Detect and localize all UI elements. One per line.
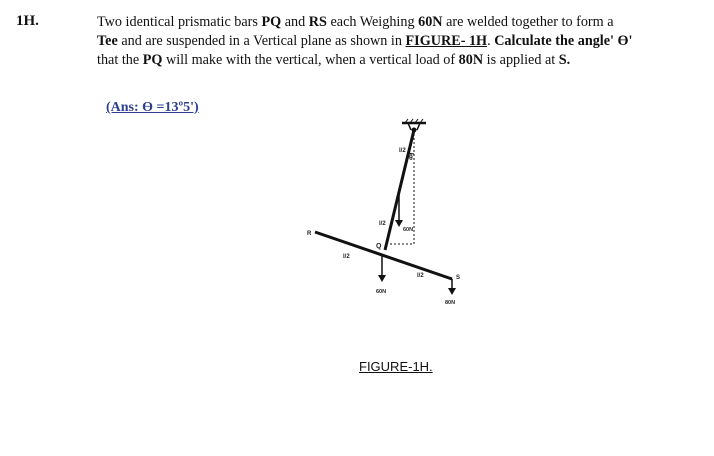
label-r: R (307, 231, 312, 237)
figure-reference: FIGURE- 1H (405, 33, 488, 49)
label-l-top: l/2 (399, 148, 406, 154)
label-load: 80N (445, 300, 456, 306)
problem-line-2: Tee and are suspended in a Vertical plane as shown in FIGURE- 1H. Calculate the angle' ϴ' (97, 33, 633, 49)
label-l-mid: l/2 (379, 221, 386, 227)
answer: (Ans: ϴ =13º5') (106, 100, 199, 115)
problem-line-1: Two identical prismatic bars PQ and RS each Weighing 60N are welded together to form a (97, 14, 614, 30)
bar-rs (315, 232, 452, 279)
label-s: S (456, 275, 461, 281)
weight-arrow-rs (378, 256, 386, 282)
label-l-left: l/2 (343, 254, 350, 260)
label-weight-pq: 60N (403, 227, 414, 233)
problem-line-3: that the PQ will make with the vertical, when a vertical load of 80N is applied at S. (97, 52, 571, 68)
tee-bar-figure (290, 108, 510, 323)
problem-statement (97, 13, 697, 70)
label-theta: θ (409, 155, 413, 162)
load-arrow-s (448, 279, 456, 295)
figure-caption: FIGURE-1H. (359, 359, 433, 374)
question-number: 1H. (16, 13, 39, 29)
label-q: Q (376, 243, 382, 250)
label-l-right: l/2 (417, 273, 424, 279)
label-weight-rs: 60N (376, 289, 387, 295)
